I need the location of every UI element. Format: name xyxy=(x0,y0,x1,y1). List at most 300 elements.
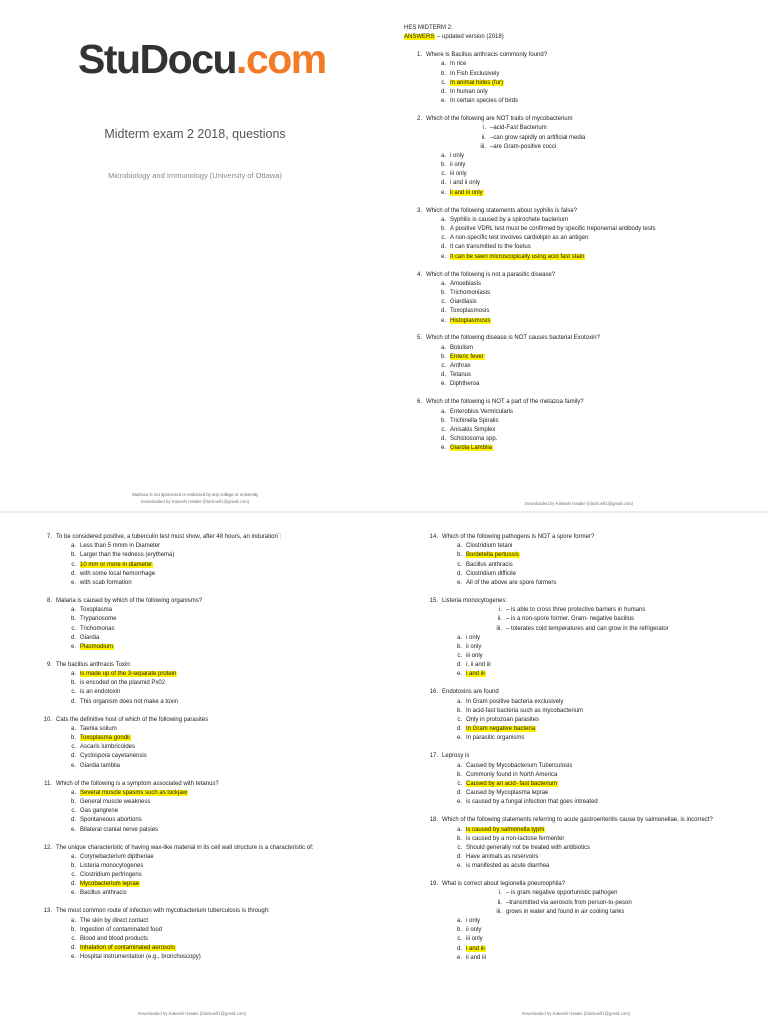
option-label: d. xyxy=(440,88,446,95)
option-label: b. xyxy=(70,616,76,623)
question-stem: Listeria monocytogenes: xyxy=(442,597,508,604)
option-content xyxy=(440,417,499,424)
question-number: 7. xyxy=(46,534,52,540)
answer-option xyxy=(34,889,374,898)
answer-option xyxy=(420,789,760,798)
option-content xyxy=(441,79,504,86)
answer-option xyxy=(34,698,374,707)
option-content xyxy=(456,826,545,833)
question-stem: Leprosy is xyxy=(442,753,470,760)
question-number: 19. xyxy=(429,881,438,888)
option-text: i, ii and iii xyxy=(466,662,491,669)
option-content xyxy=(440,381,480,388)
option-content xyxy=(70,798,151,805)
option-label: c. xyxy=(71,872,76,879)
question-text xyxy=(404,271,764,280)
question-block xyxy=(34,597,374,652)
option-text: Have animals as reservoirs xyxy=(466,854,539,861)
statement-text: – is gram negative opportunistic pathogen xyxy=(506,890,618,897)
option-text: is encoded on the plasmid Px02 xyxy=(80,680,166,687)
answer-option xyxy=(420,762,760,771)
answer-option xyxy=(34,725,374,734)
option-content xyxy=(456,579,557,586)
option-text: In animal hides (fur) xyxy=(450,79,504,86)
question-stem: Which of the following statements about syphilis is false? xyxy=(426,207,578,214)
option-text: Giardiasis xyxy=(450,299,477,306)
option-content xyxy=(440,61,467,68)
option-text: It can be seen microscopically using acid fast stain xyxy=(450,253,585,260)
option-label: c. xyxy=(71,744,76,751)
option-label: b. xyxy=(440,289,446,296)
answer-option-correct xyxy=(404,317,764,326)
option-label: a. xyxy=(70,917,76,924)
option-label: c. xyxy=(441,427,446,433)
option-text: iii only xyxy=(466,936,483,943)
answer-option xyxy=(404,426,764,435)
question-number: 13. xyxy=(43,908,52,915)
option-text: All of the above are spore formers xyxy=(466,579,557,586)
option-content xyxy=(440,253,585,260)
question-text xyxy=(420,816,760,825)
option-label: b. xyxy=(70,680,76,687)
option-label: e. xyxy=(70,643,76,650)
option-label: b. xyxy=(440,417,446,424)
option-label: e. xyxy=(440,445,446,452)
question-number: 10. xyxy=(43,716,52,723)
question-stem: Which of the following pathogens is NOT a spore former? xyxy=(442,534,595,540)
option-label: b. xyxy=(456,552,462,559)
question-block xyxy=(34,661,374,707)
option-text: iii only xyxy=(466,653,483,660)
option-content xyxy=(70,643,114,650)
option-label: d. xyxy=(70,698,76,705)
option-label: b. xyxy=(440,353,446,360)
option-text: is caused by a non-lactose fermenter xyxy=(466,835,565,842)
option-label: d. xyxy=(440,180,446,187)
option-content xyxy=(456,799,598,806)
answer-option xyxy=(34,634,374,643)
option-content xyxy=(70,917,149,924)
answer-option xyxy=(420,935,760,944)
option-content xyxy=(70,579,132,586)
statement-text: – is a non-spore former, Gram- negative bacillus xyxy=(506,616,635,623)
option-label: e. xyxy=(440,253,446,260)
answer-option xyxy=(34,625,374,634)
option-label: b. xyxy=(456,835,462,842)
option-label: b. xyxy=(456,927,462,934)
answer-option xyxy=(34,953,374,962)
answer-option xyxy=(404,152,764,161)
question-text xyxy=(34,780,374,789)
option-text: In parasitic organisms xyxy=(466,735,525,742)
option-content xyxy=(71,936,149,943)
question-text xyxy=(420,533,760,542)
option-text: A positive VDRL test must be confirmed by specific treponemal antibody tests xyxy=(450,226,656,232)
option-text: Syphilis is caused by a spirochete bacterium xyxy=(450,216,569,223)
option-content xyxy=(70,862,144,869)
option-text: Giardia lamblia xyxy=(80,762,121,769)
sponsor-note: StuDocu is not sponsored or endorsed by any college or university xyxy=(131,492,259,497)
answer-option-correct xyxy=(420,551,760,560)
option-text: In human only xyxy=(450,88,488,95)
option-text: Inhalation of contaminated aerosols xyxy=(80,945,175,952)
option-text: i only xyxy=(466,918,481,925)
option-text: Schistosoma spp. xyxy=(450,436,498,443)
answer-option xyxy=(404,88,764,97)
option-label: a. xyxy=(440,216,446,223)
question-number: 16. xyxy=(429,689,438,696)
option-label: d. xyxy=(440,244,446,251)
option-content xyxy=(70,762,121,769)
option-label: d. xyxy=(456,790,462,797)
option-text: Bordetella pertussis xyxy=(466,552,519,559)
option-text: Mycobacterium leprae xyxy=(80,881,140,888)
option-content xyxy=(70,570,156,577)
answer-option xyxy=(420,698,760,707)
option-text: i and ii only xyxy=(450,180,481,187)
question-text xyxy=(34,907,374,916)
answer-option xyxy=(404,70,764,79)
option-text: Taenia solium xyxy=(80,725,117,732)
option-label: b. xyxy=(440,162,446,169)
answer-option-correct xyxy=(420,670,760,679)
option-text: Amoebiasis xyxy=(450,280,482,287)
option-text: A non-specific test involves cardiolipin as an antigen xyxy=(450,235,589,242)
option-text: Caused by an acid- fast bacterium xyxy=(466,780,558,787)
option-text: Ingestion of contaminated food xyxy=(80,926,163,933)
option-text: Bacillus anthracis xyxy=(466,561,513,568)
logo-suffix-text: .com xyxy=(236,36,326,82)
option-label: a. xyxy=(70,671,76,678)
option-label: c. xyxy=(441,235,446,242)
option-text: Cyclospora cayetanensis xyxy=(80,753,147,760)
option-label: d. xyxy=(440,308,446,315)
question-block xyxy=(34,844,374,899)
option-label: e. xyxy=(456,671,462,678)
option-text: i and iii xyxy=(466,945,485,952)
answer-option xyxy=(34,579,374,588)
answer-option xyxy=(420,643,760,652)
option-content xyxy=(440,70,500,77)
option-text: Diphtheroa xyxy=(450,381,480,388)
option-text: Histoplasmosis xyxy=(450,317,491,324)
question-block xyxy=(420,688,760,743)
statement-label: iii. xyxy=(496,625,502,632)
option-label: d. xyxy=(456,945,462,952)
option-text: In acid-fast bacteria such as mycobacterium xyxy=(466,707,584,714)
question-text xyxy=(404,51,764,60)
option-content xyxy=(456,790,549,797)
question-stem: Endotoxins are found xyxy=(442,689,499,696)
question-text xyxy=(420,880,760,889)
question-block xyxy=(34,533,374,588)
option-text: is an endotoxin xyxy=(80,689,121,696)
statement-label: ii. xyxy=(481,134,486,141)
answer-option xyxy=(34,679,374,688)
statement-item xyxy=(404,134,764,143)
option-content xyxy=(70,552,175,559)
option-content xyxy=(440,226,656,232)
question-block xyxy=(34,907,374,962)
option-text: General muscle weakness xyxy=(80,798,151,805)
statement-text: –transmitted via aerosols from person-to-peson xyxy=(506,899,632,906)
option-content xyxy=(456,671,486,678)
question-text xyxy=(420,752,760,761)
question-text xyxy=(404,398,764,407)
answer-option xyxy=(420,542,760,551)
option-content xyxy=(457,780,558,787)
option-content xyxy=(456,762,573,769)
option-text: Enteric fever xyxy=(450,353,484,360)
option-content xyxy=(456,854,539,861)
answers-version: – updated version (2018) xyxy=(435,34,504,41)
option-label: c. xyxy=(71,689,76,696)
statement-text: – is able to cross three protective barriers in humans xyxy=(506,607,646,614)
answer-option xyxy=(404,97,764,106)
answer-option xyxy=(34,542,374,551)
question-block xyxy=(34,780,374,835)
question-block xyxy=(420,752,760,807)
option-text: with some local hemorrhage xyxy=(80,570,156,577)
question-number: 11. xyxy=(44,780,52,787)
option-label: e. xyxy=(440,189,446,196)
option-label: c. xyxy=(441,171,446,178)
option-label: d. xyxy=(440,372,446,379)
option-label: e. xyxy=(70,762,76,769)
option-content xyxy=(457,561,513,568)
answer-option xyxy=(420,853,760,862)
statement-item xyxy=(420,615,760,624)
option-content xyxy=(440,353,485,360)
question-text xyxy=(404,334,764,343)
question-block xyxy=(404,207,764,262)
option-label: b. xyxy=(456,643,462,650)
option-label: a. xyxy=(456,698,462,705)
option-content xyxy=(457,844,591,851)
studocu-logo xyxy=(78,36,326,83)
option-content xyxy=(456,643,482,650)
option-text: i and iii xyxy=(466,671,485,678)
option-label: e. xyxy=(70,826,76,833)
option-content xyxy=(456,863,550,870)
option-text: Blood and blood products xyxy=(80,936,149,943)
statement-label: iii. xyxy=(496,908,502,915)
option-label: e. xyxy=(70,954,76,961)
answer-option-correct xyxy=(34,944,374,953)
option-label: e. xyxy=(456,863,462,870)
answer-option xyxy=(420,917,760,926)
option-text: Tetanus xyxy=(450,372,472,379)
option-content xyxy=(71,808,119,815)
option-label: c. xyxy=(441,79,446,86)
option-text: The skin by direct contact xyxy=(80,917,149,924)
option-content xyxy=(440,216,569,223)
option-label: c. xyxy=(457,780,462,787)
option-content xyxy=(441,235,589,242)
option-text: In certain species of birds xyxy=(450,98,519,105)
statement-item xyxy=(420,606,760,615)
option-label: e. xyxy=(456,799,462,806)
question-number: 14. xyxy=(429,534,438,540)
answer-option-correct xyxy=(34,734,374,743)
option-label: e. xyxy=(456,954,462,961)
option-label: d. xyxy=(70,753,76,760)
option-label: e. xyxy=(70,579,76,586)
question-stem: Where is Bacillus anthracis commonly found? xyxy=(426,52,548,59)
option-label: a. xyxy=(456,762,462,769)
option-text: Trypanosome xyxy=(80,616,117,623)
question-block xyxy=(420,816,760,871)
option-label: c. xyxy=(441,299,446,306)
option-text: In rice xyxy=(450,61,467,68)
question-text xyxy=(420,688,760,697)
option-label: c. xyxy=(441,363,446,370)
question-number: 9. xyxy=(46,661,52,668)
statement-item xyxy=(420,625,760,634)
option-label: c. xyxy=(71,561,76,568)
answer-option xyxy=(34,807,374,816)
option-label: e. xyxy=(440,98,446,105)
option-text: Anisakis Simplex xyxy=(450,427,496,433)
option-content xyxy=(457,653,483,660)
option-text: is caused by salmonella typhi xyxy=(466,826,545,833)
option-label: b. xyxy=(456,707,462,714)
option-content xyxy=(440,436,498,443)
question-block xyxy=(404,334,764,389)
question-block xyxy=(404,51,764,106)
answer-option xyxy=(420,734,760,743)
option-label: b. xyxy=(440,226,446,232)
statement-label: ii. xyxy=(497,899,502,906)
option-content xyxy=(70,826,159,833)
option-content xyxy=(456,570,516,577)
answer-option xyxy=(404,417,764,426)
option-text: Clostridium difficile xyxy=(466,570,516,577)
option-content xyxy=(456,698,564,705)
option-text: iii only xyxy=(450,171,467,178)
answer-option xyxy=(404,371,764,380)
question-block xyxy=(404,115,764,198)
option-content xyxy=(440,162,466,169)
answer-option-correct xyxy=(34,561,374,570)
option-text: In Fish Exclusively xyxy=(450,70,500,77)
option-content xyxy=(440,344,474,351)
question-block xyxy=(404,398,764,453)
option-label: e. xyxy=(440,317,446,324)
option-label: a. xyxy=(70,853,76,860)
answer-option xyxy=(404,298,764,307)
answer-option xyxy=(34,762,374,771)
question-stem: Malaria is caused by which of the following organisms? xyxy=(56,597,203,604)
option-text: Listeria monocytogenes xyxy=(80,862,144,869)
option-text: Several muscle spasms such as lockjaw xyxy=(80,789,188,796)
option-text: is manifested as acute diarrhea xyxy=(466,863,550,870)
option-text: Spontaneous abortions xyxy=(80,817,142,824)
option-text: ii and iii xyxy=(466,954,487,961)
option-text: Toxoplasmosis xyxy=(450,308,490,315)
option-label: a. xyxy=(440,280,446,287)
option-label: a. xyxy=(70,607,76,614)
question-text xyxy=(34,661,374,670)
option-label: a. xyxy=(456,826,462,833)
option-text: Ascaris lumbricoides xyxy=(80,744,136,751)
option-label: d. xyxy=(70,945,76,952)
option-label: c. xyxy=(457,717,462,724)
option-content xyxy=(456,945,486,952)
option-label: b. xyxy=(70,862,76,869)
option-content xyxy=(440,152,465,159)
document-subtitle: Microbiology and Immunology (University of Ottawa) xyxy=(108,171,282,180)
option-label: d. xyxy=(70,817,76,824)
option-content xyxy=(71,625,115,632)
option-label: c. xyxy=(71,936,76,943)
answer-option xyxy=(404,380,764,389)
question-stem: The unique characteristic of having wax-like material in its cell wall structure is a characteristic of: xyxy=(56,844,314,851)
question-text xyxy=(404,207,764,216)
question-number: 17. xyxy=(429,753,438,760)
answer-option xyxy=(34,798,374,807)
option-content xyxy=(71,561,153,568)
option-text: Enterobius Vermicularis xyxy=(450,408,514,415)
option-text: Toxoplasma gondii xyxy=(80,735,130,742)
option-text: ii only xyxy=(466,643,482,650)
questions-column-top xyxy=(404,24,764,454)
answer-option xyxy=(404,60,764,69)
answer-option xyxy=(420,579,760,588)
option-label: c. xyxy=(457,561,462,568)
option-label: b. xyxy=(70,926,76,933)
question-text xyxy=(34,533,374,542)
option-label: a. xyxy=(440,61,446,68)
option-content xyxy=(441,171,467,178)
option-text: Trichomonas xyxy=(80,625,115,632)
answer-option-correct xyxy=(34,880,374,889)
option-label: e. xyxy=(70,890,76,897)
question-number: 3. xyxy=(416,207,422,214)
question-number: 4. xyxy=(416,271,422,278)
statement-label: iii. xyxy=(480,143,486,150)
answer-option xyxy=(404,280,764,289)
statement-text: –are Gram-positive cocci xyxy=(490,143,557,150)
statement-item xyxy=(420,908,760,917)
option-content xyxy=(456,552,520,559)
statement-item xyxy=(420,889,760,898)
option-label: b. xyxy=(70,735,76,742)
option-text: i only xyxy=(466,634,481,641)
question-number: 2. xyxy=(416,116,422,123)
option-text: ii and iii only xyxy=(450,189,483,196)
option-label: d. xyxy=(456,726,462,733)
exam-header: HES MIDTERM 2: xyxy=(404,25,453,31)
answers-word: ANSWERS xyxy=(404,34,435,41)
option-text: with scab formation xyxy=(80,579,132,586)
question-text xyxy=(34,597,374,606)
answer-option xyxy=(420,798,760,807)
option-label: c. xyxy=(71,808,76,815)
option-label: a. xyxy=(456,543,462,550)
option-content xyxy=(441,299,477,306)
question-number: 6. xyxy=(416,399,422,406)
option-label: c. xyxy=(457,653,462,660)
option-label: a. xyxy=(456,918,462,925)
option-text: Clostridium tetani xyxy=(466,543,513,550)
answer-option xyxy=(404,234,764,243)
question-number: 8. xyxy=(46,597,52,604)
question-stem: Cats the definitive host of which of the following parasites xyxy=(56,716,209,723)
answer-option xyxy=(404,161,764,170)
answer-option xyxy=(404,408,764,417)
option-text: Bilateral cranial nerve palsies xyxy=(80,826,159,833)
